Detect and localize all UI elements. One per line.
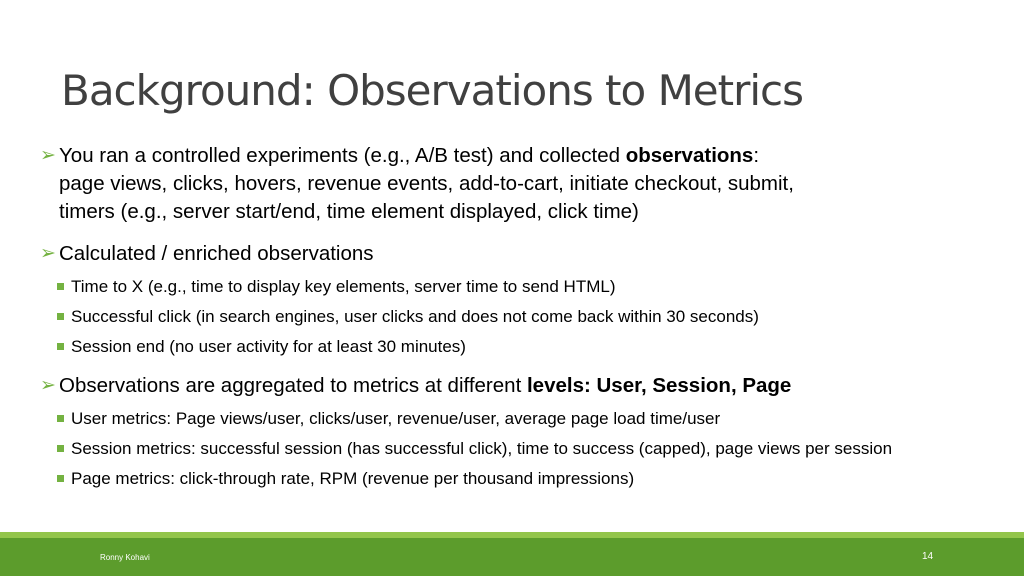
bullet-text: Observations are aggregated to metrics at different [59,374,527,397]
bullet-bold-text: levels: User, Session, Page [526,374,792,397]
slide-title: Background: Observations to Metrics [61,66,804,115]
square-bullet-icon [57,343,64,350]
bullet-observations [40,142,1010,226]
square-bullet-icon [57,475,64,482]
arrow-bullet-icon: ➢ [40,145,56,166]
bullet-text: Calculated / enriched observations [59,242,374,265]
sub-bullet [40,407,1010,430]
sub-bullet-text: Time to X (e.g., time to display key elements, server time to send HTML) [71,277,616,296]
square-bullet-icon [57,283,64,290]
arrow-bullet-icon: ➢ [40,375,56,396]
footer-bar [0,538,1024,576]
sub-bullet-text: Page metrics: click-through rate, RPM (revenue per thousand impressions) [71,469,635,488]
page-number: 14 [922,551,934,562]
sub-bullet-text: Session end (no user activity for at least 30 minutes) [71,337,466,356]
bullet-text: You ran a controlled experiments (e.g., A/B test) and collected [59,144,626,167]
slide-content [40,142,1010,490]
bullet-continuation: page views, clicks, hovers, revenue events, add-to-cart, initiate checkout, submit, [59,172,794,195]
sub-bullet [40,437,1010,460]
bullet-continuation: timers (e.g., server start/end, time element displayed, click time) [59,200,639,223]
bullet-bold-text: observations [625,144,754,167]
sub-bullet-text: Session metrics: successful session (has successful click), time to success (capped), page views per session [71,439,893,458]
sub-bullet [40,305,1010,328]
sub-bullet [40,467,1010,490]
square-bullet-icon [57,415,64,422]
footer-author: Ronny Kohavi [100,553,150,562]
sub-bullet-text: User metrics: Page views/user, clicks/user, revenue/user, average page load time/user [71,409,721,428]
bullet-aggregated [40,372,1010,400]
square-bullet-icon [57,313,64,320]
arrow-bullet-icon: ➢ [40,243,56,264]
sub-bullet [40,335,1010,358]
square-bullet-icon [57,445,64,452]
bullet-calculated [40,240,1010,268]
bullet-text-suffix: : [753,144,760,167]
sub-bullet [40,275,1010,298]
sub-bullet-text: Successful click (in search engines, user clicks and does not come back within 30 seconds) [71,307,759,326]
